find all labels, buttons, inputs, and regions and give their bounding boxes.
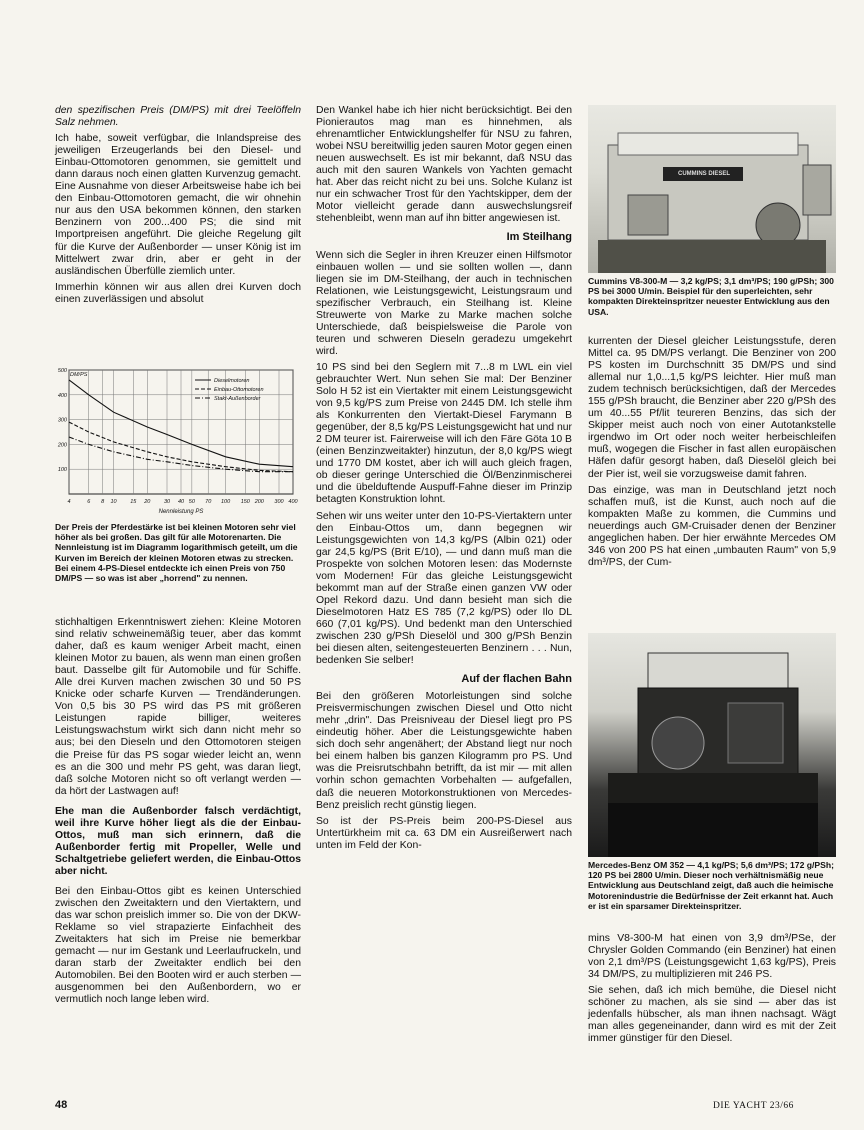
paragraph: 10 PS sind bei den Seglern mit 7...8 m LWL ein viel gebrauchter Wert. Nun sehen Sie mal: Der Benziner Solo H 52 ist ein Viertakter mit einem Leistungsgewicht von 9,5 kg/PS zum Preise von 2445 DM. Ich stelle ihm als Konkurrenten den Viertakt-Diesel Farymann B gegenüber, der 8,5 kg/PS Leistungsgewicht hat und nur 2 DM teurer ist. Fairerweise will ich den Färe Göta 10 B (einen Benzinzweitakter) hinzutun, der 8,0 kg/PS wiegt und 1770 DM kostet, aber ich will auch gleich fragen, ob dieser geringe Unterschied die Öl/Benzinmischerei und die übelduftende Auspuff-Fahne dieser im Prinzip betagten Konstruktion lohnt.: [316, 361, 572, 506]
x-tick-label: 100: [220, 499, 231, 505]
paragraph: den spezifischen Preis (DM/PS) mit drei Teelöffeln Salz nehmen.: [55, 105, 301, 129]
column-3: [588, 336, 836, 573]
x-tick-label: 15: [130, 499, 137, 505]
paragraph: So ist der PS-Preis beim 200-PS-Diesel aus Untertürkheim mit ca. 63 DM ein Ausreißerwert nach unten im Feld der Kon-: [316, 815, 572, 851]
x-tick-label: 6: [87, 499, 91, 505]
legend-label: Stakt-Außenborder: [214, 396, 261, 402]
x-tick-label: 300: [274, 499, 284, 505]
mercedes-engine-photo: [588, 633, 836, 857]
paragraph: stichhaltigen Erkenntniswert ziehen: Kleine Motoren sind relativ schweinemäßig teuer, aber das kommt daher, daß es kaum weniger Arbeit macht, einen kleinen Motor zu bauen, als wenn man einen großen baut. Dasselbe gilt für Automobile und für Schiffe. Alle drei Kurven machen zwischen 30 und 50 PS Knicke oder scharfe Kurven — Trendänderungen. Von 0,5 bis 30 PS wird das PS mit größeren Leistungen rapide billiger, weiteres Leistungswachstum wirkt sich dann nicht mehr so aus; bei den Dieseln und den Ottomotoren steigen die Preise für das PS sogar wieder leicht an, wenn es an die 300 und mehr PS geht, was daran liegt, daß solche Motoren nicht so oft verlangt werden — da hört der Lastwagen auf!: [55, 617, 301, 797]
paragraph: Bei den Einbau-Ottos gibt es keinen Unterschied zwischen den Zweitaktern und den Viertaktern, und das war schon preislich immer so. Die von der DKW-Reklame so viel strapazierte Einfachheit des Zweitakters hat sich im Preise nie bemerkbar gemacht — nur im Gestank und Leerlaufruckeln, und daran starb der Zweitakter endlich bei den Automobilen. Bei den Booten wird er auch sterben — ausgenommen bei den Außenbordern, wo er vermutlich noch lange leben wird.: [55, 885, 301, 1006]
engine-label: CUMMINS DIESEL: [677, 171, 730, 177]
x-tick-label: 40: [177, 499, 185, 505]
y-tick-label: 400: [57, 392, 67, 399]
legend-label: Dieselmotoren: [214, 378, 250, 384]
paragraph-bold: Ehe man die Außenborder falsch verdächtigt, weil ihre Kurve höher liegt als die der Einbau-Ottos, muß man sich erinnern, daß die Außenborder fertig mit Propeller, Welle und Schaltgetriebe geliefert werden, die Einbau-Ottos aber nicht.: [55, 805, 301, 877]
y-tick-label: 200: [57, 442, 67, 449]
y-tick-label: 100: [57, 467, 67, 474]
column-1-bottom: [55, 617, 301, 1010]
section-heading: Auf der flachen Bahn: [461, 673, 572, 686]
paragraph: Das einzige, was man in Deutschland jetzt noch schaffen muß, ist die Kunst, auch noch auf die kompakten Maße zu kommen, die Cummins und neuerdings auch GM-Cruisader denen der Benziner angeglichen haben. Der hier erwähnte Mercedes OM 346 von 200 PS hat einen „umbauten Raum" von 5,9 dm³/PS, der Cum-: [588, 484, 836, 568]
x-tick-label: 10: [110, 499, 117, 505]
x-tick-label: 150: [240, 499, 250, 505]
paragraph: Sehen wir uns weiter unter den 10-PS-Viertaktern unter den Einbau-Ottos um, dann begegnen wir Leistungsgewichten von 14,3 kg/PS (Albin 021) oder gar 24,5 kg/PS (Brit E/10), — und dann muß man die Prospekte von solchen Motoren lesen: das Modernste vom Modernen! Für das gleiche Leistungsgewicht bekommt man auf der Straße einen ganzen VW oder Opel Rekord dazu. Und dann besieht man sich die Dieselmotoren Hatz ES 785 (7,2 kg/PS) oder Ilo DL 660 (7,01 kg/PS). Und bedenkt man den Unterschied zwischen 230 g/PSh Dieselöl und 300 g/PSh Benzin bei diesen alten, seitengesteuerten Benzinern . . . Nun, bedenken Sie selber!: [316, 510, 572, 667]
x-tick-label: 200: [254, 499, 264, 505]
chart-caption: Der Preis der Pferdestärke ist bei kleinen Motoren sehr viel höher als bei großen. Das gilt für alle Motorenarten. Die Nennleistung ist im Diagramm logarithmisch geteilt, um die Kurven im Bereich der kleinen Motoren etwas zu strecken. Bei einem 4-PS-Diesel entdeckte ich einen Preis von 750 DM/PS — so was ist aber „horrend" zu nennen.: [55, 522, 298, 584]
cummins-engine-photo: [588, 105, 836, 273]
x-tick-label: 20: [144, 499, 151, 505]
x-tick-label: 8: [101, 499, 105, 505]
paragraph: Bei den größeren Motorleistungen sind solche Preisvermischungen zwischen Diesel und Otto nicht mehr „drin". Das Preisniveau der Diesel liegt pro PS eindeutig höher. Aber die Leistungsgewichte haben sich doch sehr angenähert; der Abstand liegt nur noch bei einem halben bis ganzen Kilogramm pro PS. Und was die Preisrutschbahn betrifft, da ist mir — mit allen vorhin schon gemachten Vorbehalten — aufgefallen, daß die neueren Motorkonstruktionen von Mercedes-Benz preislich recht günstig liegen.: [316, 691, 572, 811]
x-tick-label: 400: [288, 499, 298, 505]
price-per-hp-chart: [55, 362, 301, 522]
column-3-bottom: [588, 933, 836, 1049]
x-tick-label: 70: [205, 499, 212, 505]
paragraph: Sie sehen, daß ich mich bemühe, die Diesel nicht schöner zu machen, als sie sind — aber das ist jedenfalls hübscher, als man ihnen nachsagt. Wägt man alles gegeneinander, dann wird es mit der Zeit immer günstiger für den Diesel.: [588, 985, 836, 1045]
paragraph: Wenn sich die Segler in ihren Kreuzer einen Hilfsmotor einbauen wollen — und sie sollten wollen —, dann liegen sie im DM-Steilhang, der auch in technischen Relationen, wie Leistungsgewicht, Leistungsraum und spezifischer Verbrauch, ein Steilhang ist. Kleine Streuwerte von Marke zu Marke machen solche Unterschiede, daß beispielsweise die Parole von teuren und schweren Dieseln geradezu umgekehrt wird.: [316, 249, 572, 357]
column-2: [316, 105, 572, 856]
y-tick-label: 300: [57, 417, 67, 424]
y-axis-label: DM/PS: [70, 372, 88, 378]
legend-label: Einbau-Ottomotoren: [214, 387, 264, 393]
paragraph: mins V8-300-M hat einen von 3,9 dm³/PSe, der Chrysler Golden Commando (ein Benziner) hat einen von 2,1 dm³/PS (Leistungsgewicht 1,63 kg/PS), Preis 34 DM/PS, zu multiplizieren mit 246 PS.: [588, 933, 836, 981]
y-tick-label: 500: [57, 368, 67, 374]
paragraph: Immerhin können wir aus allen drei Kurven doch einen zuverlässigen und absolut: [55, 281, 301, 305]
engine-illustration: [588, 633, 836, 857]
photo-1-caption: Cummins V8-300-M — 3,2 kg/PS; 3,1 dm³/PS; 190 g/PSh; 300 PS bei 3000 U/min. Beispiel für den superleichten, sehr kompakten Direkteinspritzer neuester Entwicklung aus den USA.: [588, 276, 834, 317]
page-number: 48: [55, 1099, 68, 1111]
x-axis-label: Nennleistung PS: [158, 509, 204, 515]
paragraph: Den Wankel habe ich hier nicht berücksichtigt. Bei den Pionierautos mag man es hinnehmen, als ehrenamtlicher Entwicklungshelfer für NSU zu fahren, wobei NSU bereitwillig jeden sauren Motor gegen einen neuen auswechselt. Es ist mir bekannt, daß NSU das auch mit den sauren Wankels von Yachten gemacht hat. Aber das reicht nicht zu bei uns. Solche Kulanz ist nur ein schwacher Trost für den Yachtskipper, dem der Motor vielleicht gerade dann auswechslungsreif stehenbleibt, wenn man auf ihn bitter angewiesen ist.: [316, 105, 572, 225]
magazine-footer: DIE YACHT 23/66: [713, 1101, 794, 1111]
photo-2-caption: Mercedes-Benz OM 352 — 4,1 kg/PS; 5,6 dm³/PS; 172 g/PSh; 120 PS bei 2800 U/min. Dieser noch verhältnismäßig neue Entwicklung aus Deutschland zeigt, daß auch die heimische Motorenindustrie die Bedürfnisse der Zeit erkannt hat. Auch er ist ein sparsamer Direkteinspritzer.: [588, 860, 834, 911]
x-tick-label: 30: [163, 499, 171, 505]
paragraph: kurrenten der Diesel gleicher Leistungsstufe, deren Mittel ca. 95 DM/PS verlangt. Die Benziner von 200 PS kosten im Durchschnitt 35 DM/PS und sind allemal nur 1,0...1,5 kg/PS leichter. Hier muß man zudem technisch berücksichtigen, daß der Mercedes 155 g/PSh braucht, die Benziner aber 220 g/PSh des um 40...55 Pf/lit teureren Benzins, das sich der Skipper meist auch noch von einer Autotankstelle irgendwo im Ort oder noch weiter herbeischleifen muß, wogegen die Fischer in fast allen europäischen Häfen dafür gesorgt haben, daß Dieselöl gleich bei der Pier ist, weil sie vorzugsweise damit fahren.: [588, 336, 836, 480]
engine-illustration: [588, 105, 836, 273]
section-heading: Im Steilhang: [506, 231, 572, 244]
x-tick-label: 4: [67, 499, 71, 505]
x-tick-label: 50: [188, 499, 195, 505]
paragraph: Ich habe, soweit verfügbar, die Inlandspreise des jeweiligen Erzeugerlands bei den Diesel- und Einbau-Ottomotoren genommen, sie gemittelt und dann daraus noch einen glatten Kurvenzug gemacht. Eine Ausnahme von dieser Arbeitsweise habe ich bei den Einbau-Ottomotoren gemacht, die wir ohnehin nur aus den USA bekommen können, den starken Benzinern von 200...400 PS; die sind mit Importpreisen angeführt. Die gleiche Regelung gilt für die Kurve der Außenborder — unser König ist im Mittelwert zwar drin, aber er geht in der ausländischen Überfülle ziemlich unter.: [55, 133, 301, 277]
column-1-top: [55, 105, 301, 310]
